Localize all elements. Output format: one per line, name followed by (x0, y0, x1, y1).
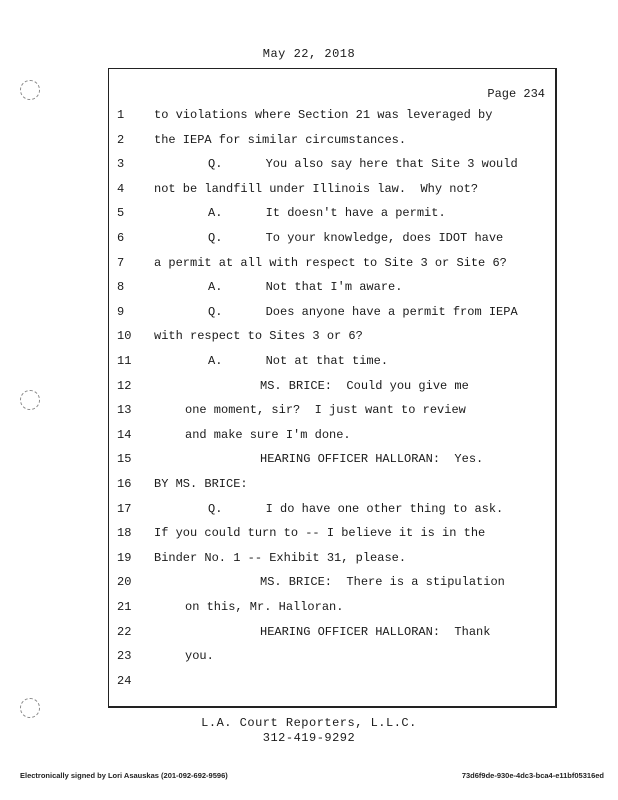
line-text: If you could turn to -- I believe it is in the (154, 526, 486, 541)
transcript-line (109, 646, 558, 666)
document-hash: 73d6f9de-930e-4dc3-bca4-e11bf05316ed (461, 771, 604, 780)
transcript-line (109, 253, 558, 273)
footer-phone: 312-419-9292 (262, 731, 356, 745)
transcript-line (109, 376, 558, 396)
transcript-line (109, 622, 558, 642)
line-number: 23 (117, 649, 132, 664)
line-text: A. Not at that time. (208, 354, 389, 368)
transcript-line (109, 400, 558, 420)
punch-hole-middle (20, 390, 40, 410)
line-number: 15 (117, 452, 132, 467)
transcript-line (109, 523, 558, 543)
line-number: 18 (117, 526, 132, 541)
line-number: 5 (117, 206, 125, 221)
line-number: 10 (117, 329, 132, 344)
transcript-line (109, 671, 558, 691)
transcript-line (109, 548, 558, 568)
line-number: 22 (117, 624, 132, 639)
line-text: to violations where Section 21 was leveraged by (154, 108, 493, 122)
line-number: 17 (117, 501, 132, 516)
line-text: Q. To your knowledge, does IDOT have (208, 231, 504, 245)
line-text: Binder No. 1 -- Exhibit 31, please. (154, 550, 407, 565)
transcript-line (109, 228, 558, 248)
line-text: a permit at all with respect to Site 3 or Site 6? (154, 255, 507, 270)
transcript-frame (108, 68, 557, 708)
electronic-signature: Electronically signed by Lori Asauskas (201-092-692-9596) (20, 771, 228, 780)
transcript-line (109, 105, 558, 125)
footer (0, 716, 618, 746)
line-text: and make sure I'm done. (185, 427, 351, 442)
transcript-line (109, 474, 558, 494)
transcript-line (109, 326, 558, 346)
line-number: 16 (117, 477, 132, 491)
line-text: Q. You also say here that Site 3 would (208, 157, 518, 172)
line-text: not be landfill under Illinois law. Why not? (154, 181, 479, 196)
transcript-line (109, 277, 558, 297)
line-text: Q. Does anyone have a permit from IEPA (208, 304, 518, 319)
line-text: the IEPA for similar circumstances. (154, 132, 407, 147)
line-text: HEARING OFFICER HALLORAN: Thank (260, 624, 491, 639)
page-number: Page 234 (487, 87, 545, 101)
line-number: 3 (117, 157, 125, 172)
line-text: MS. BRICE: There is a stipulation (260, 575, 505, 590)
line-text: MS. BRICE: Could you give me (260, 378, 469, 393)
transcript-line (109, 425, 558, 445)
transcript-line (109, 154, 558, 174)
line-text: with respect to Sites 3 or 6? (154, 329, 363, 344)
line-number: 11 (117, 354, 132, 368)
line-number: 7 (117, 255, 125, 270)
line-number: 14 (117, 427, 132, 442)
transcript-line (109, 302, 558, 322)
line-text: HEARING OFFICER HALLORAN: Yes. (260, 452, 484, 467)
line-number: 1 (117, 108, 125, 122)
line-number: 4 (117, 181, 125, 196)
transcript-line (109, 572, 558, 592)
punch-hole-top (20, 80, 40, 100)
line-number: 13 (117, 403, 132, 418)
line-text: on this, Mr. Halloran. (185, 600, 344, 614)
line-number: 20 (117, 575, 132, 590)
punch-hole-bottom (20, 698, 40, 718)
transcript-line (109, 203, 558, 223)
transcript-line (109, 449, 558, 469)
line-number: 8 (117, 280, 125, 295)
line-number: 12 (117, 378, 132, 393)
line-number: 24 (117, 673, 132, 688)
transcript-line (109, 179, 558, 199)
line-number: 2 (117, 132, 125, 147)
line-text: A. Not that I'm aware. (208, 280, 403, 295)
line-text: BY MS. BRICE: (154, 477, 248, 491)
footer-company: L.A. Court Reporters, L.L.C. (201, 716, 417, 730)
line-number: 21 (117, 600, 132, 614)
line-text: A. It doesn't have a permit. (208, 206, 446, 221)
transcript-line (109, 130, 558, 150)
line-text: Q. I do have one other thing to ask. (208, 501, 504, 516)
line-number: 19 (117, 550, 132, 565)
transcript-line (109, 597, 558, 617)
line-number: 9 (117, 304, 125, 319)
line-number: 6 (117, 231, 125, 245)
transcript-date: May 22, 2018 (262, 47, 356, 61)
line-text: you. (185, 649, 214, 664)
line-text: one moment, sir? I just want to review (185, 403, 466, 418)
transcript-line (109, 499, 558, 519)
transcript-line (109, 351, 558, 371)
